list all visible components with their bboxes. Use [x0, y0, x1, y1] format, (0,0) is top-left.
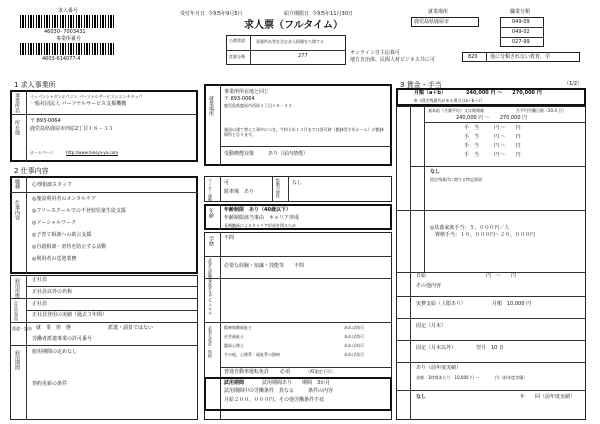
page-indicator: （1/2）	[564, 81, 583, 87]
status-value: 正社員登用の実績（過去３年間）	[32, 312, 108, 318]
received-date: 令和5年9月5日	[208, 11, 243, 17]
exp-value: 必要な経験・知識・技能等 不問	[224, 263, 305, 269]
doc-number-label: 求人番号	[58, 8, 79, 14]
status-label: 正社員登用	[14, 301, 19, 321]
age-label: 年齢	[208, 208, 214, 218]
trial-pay: 月給２００，０００円、その他労働条件不変	[224, 397, 325, 403]
company-name: 一般社団法人 パーソナルサービス支援機構	[30, 101, 127, 107]
exp-label: 必要な経験等	[208, 258, 213, 282]
car-parking: 駐車場 あり	[224, 189, 255, 195]
smoke-value: あり（屋内禁煙）	[268, 151, 309, 157]
driver-value: 必須	[280, 369, 291, 375]
other-pay-2: 資格手当：１０，０００円〜２０，０００円	[430, 232, 536, 238]
section2-heading: 2 仕事内容	[14, 167, 49, 175]
section3-heading: 3 賃金・手当	[400, 81, 442, 89]
allowance-range: 円 〜 円	[494, 152, 521, 158]
license-name: その他、心理系・福祉系の資格	[224, 352, 280, 357]
car-label: マイカー通勤	[208, 178, 213, 202]
job-content-line: ◎フリースクールでの不登校児童生徒支援	[32, 208, 126, 214]
trial-label: 試用期間	[224, 380, 245, 386]
intro-date: 令和5年11月30日	[312, 11, 353, 17]
job-barcode	[20, 15, 116, 28]
driver-label: 普通自動車運転免許	[224, 369, 270, 375]
trial-cond2: 条件の内容	[308, 388, 334, 394]
allowance-label: 手 当	[464, 134, 480, 140]
online-text: オンライン自主応募可	[350, 50, 400, 56]
dispatch-col1: 就 業 形 態	[36, 325, 72, 331]
section1-heading: 1 求人事業所	[14, 81, 56, 89]
name-label: 事業所名	[14, 93, 20, 113]
bonus-value: 年 回（前年度実績）	[520, 394, 576, 400]
age-note: 長期勤続によるキャリア形成を図るため	[224, 223, 296, 228]
workplace-line-3: 鹿児島県鹿屋市西原２丁目１８－３３	[224, 103, 292, 108]
workplace-note: 施設の建て替え工事中につき、令和５年１２月までは許可時（勤務青少年ホーム）が勤務場所となります。	[224, 127, 384, 137]
monthly-value: 240,000 円 〜 270,000 円	[466, 90, 542, 96]
homepage-label: ホームページ	[30, 150, 54, 155]
dispatch-label: 派遣・請負	[12, 326, 32, 331]
bonus-label: なし	[416, 394, 427, 400]
intro-label: 紹介期限日	[284, 11, 310, 17]
workplace-box-label: 就業場所	[428, 9, 449, 15]
daily-value: 円 〜 円	[486, 273, 517, 279]
occupation-label: 職業分類	[510, 9, 531, 15]
trial-value: 試用期間あり 期間 3か月	[262, 380, 331, 386]
age-value: 年齢制限 あり（40歳以下）	[224, 207, 291, 213]
monthly-label: 月額（a＋b）	[414, 90, 446, 96]
office-number: 4603-614077-4	[42, 56, 81, 62]
job-content-line: ◎利用者の送迎業務	[32, 256, 77, 262]
job-content-line: ◎子育て相談への助言支援	[32, 232, 92, 238]
name-kana: イッパンシャダンホウジン パーソナルサービスシエンキキョウ	[30, 94, 143, 99]
monthly-note: ※（固定残業代がある場合はa＋b＋c）	[414, 98, 485, 103]
license-requirement: あれば尚可	[344, 352, 364, 357]
other-label: その他内容	[416, 283, 442, 289]
driver-note: （AT限定不可）	[306, 369, 335, 374]
online-text2: 地方自治体、民間人材ビジネス共に可	[350, 57, 435, 63]
license-name: 社会福祉士	[224, 334, 244, 339]
fixed-note: 固定残業代に関する特記事項	[430, 177, 482, 182]
base-label: 基本給（月額平均）又は時間額	[428, 108, 484, 113]
period-value: 雇用期間の定めなし	[32, 349, 78, 355]
trial-cond: 試用期間中の労働条件 異なる	[224, 388, 295, 394]
occupation-extra-code: 820	[468, 54, 478, 60]
workplace-box-value: 鹿児島県鹿屋市	[414, 19, 450, 25]
occupation-extra-text: 他に分類されない教育、学	[490, 54, 551, 60]
address-label: 所在地	[14, 120, 20, 135]
job-label: 職種	[14, 179, 20, 189]
age-reason: 年齢制限該当事由 キャリア形成	[224, 215, 300, 221]
license-requirement: あれば尚可	[344, 343, 364, 348]
allowance-range: 円 〜 円	[494, 143, 521, 149]
address-zip: 〒 893-0064	[30, 118, 61, 124]
office-number-label: 事業所番号	[56, 36, 82, 42]
allowance-label: 手 当	[464, 143, 480, 149]
status-value-1: 正社員	[32, 301, 48, 307]
license-label: 必要な免許・資格	[208, 326, 213, 358]
commute-value: 月額 10,000 円	[492, 301, 532, 307]
job-content-line: ◎自殺相談・虐待を防止する活動	[32, 244, 107, 250]
fixed-overtime: なし	[430, 169, 441, 175]
workplace-line-2: 〒 893-0064	[224, 96, 255, 102]
pc-label: 必要なPCスキル	[208, 281, 213, 315]
other-pay-1: ◎扶養家族手当：５，０００円／人	[430, 225, 510, 231]
employ-label: 雇用形態	[14, 278, 20, 298]
section2-lower	[10, 275, 198, 420]
address-value: 鹿児島県鹿屋市西原2丁目１８－３３	[30, 126, 114, 132]
base-value: 240,000 円 〜 270,000 円	[456, 115, 528, 121]
job-content-line: ◎施設利用者のメンタルケア	[32, 196, 97, 202]
payday2-value: 翌月 10 日	[476, 345, 504, 351]
raise-value: 金額 1時間あたり 10,000 円 〜 円（前年度実績）	[416, 375, 528, 380]
license-requirement: あれば尚可	[344, 334, 364, 339]
public-text: 事業所名等を含む求人情報を公開する	[256, 39, 324, 44]
transfer-value: なし	[292, 180, 303, 186]
received-label: 受付年月日	[180, 11, 206, 17]
allowance-range: 円 〜 円	[494, 134, 521, 140]
license-name: 臨床心理士	[224, 343, 244, 348]
workplace-label: 就業場所	[208, 96, 214, 116]
dispatch-col2: 派遣・請負ではない	[108, 325, 154, 331]
raise-label: あり（前年度実績）	[416, 365, 462, 371]
employ-sub: 正社員以外の名称	[32, 289, 73, 295]
smoke-label: 受動喫煙対策	[224, 151, 255, 157]
homepage-link[interactable]: http://www.hiosya-ya.com	[66, 150, 118, 155]
allowance-range: 円 〜 円	[494, 125, 521, 131]
allowance-label: 手 当	[464, 152, 480, 158]
period-label: 雇用期間	[14, 350, 20, 370]
workplace-line-1: 事業所所在地と同じ	[224, 89, 270, 95]
car-value: 可	[224, 180, 230, 186]
license-requirement: あれば尚可	[344, 325, 364, 330]
occupation-code-1: 049-09	[512, 19, 530, 25]
dispatch-note: 労働者派遣事業の許可番号	[32, 336, 93, 342]
contract-label: 契約更新の条件	[32, 381, 68, 387]
office-barcode	[20, 43, 116, 55]
employ-value: 正社員	[32, 277, 48, 283]
industry-label: 産業分類	[229, 54, 245, 59]
job-number: 46030- 7003431	[44, 29, 86, 35]
page-title: 求人票（フルタイム）	[244, 20, 343, 31]
job-content-line: ◎ソーシャルワーク	[32, 220, 77, 226]
job-value: 心理相談スタッフ	[32, 182, 73, 188]
license-name: 精神保健福祉士	[224, 325, 252, 330]
payday2-label: 固定（月末以外）	[416, 345, 457, 351]
occupation-code-2: 049-02	[512, 29, 530, 35]
monthly-avg-label: 月平均労働日数（20.4 日）	[516, 108, 567, 113]
content-label: 仕事内容	[14, 200, 20, 220]
occupation-code-3: 027-99	[512, 39, 530, 45]
industry-code: 277	[298, 53, 308, 59]
transfer-label: 転勤可能性	[276, 178, 281, 198]
edu-value: 不問	[224, 235, 235, 241]
allowance-label: 手 当	[464, 125, 480, 131]
edu-label: 学歴	[208, 236, 214, 246]
payday-label: 固定（月末）	[416, 323, 447, 329]
daily-label: 日給	[416, 273, 427, 279]
public-label: 公開希望	[229, 38, 245, 43]
commute-label: 実費支給（上限あり）	[416, 301, 467, 307]
